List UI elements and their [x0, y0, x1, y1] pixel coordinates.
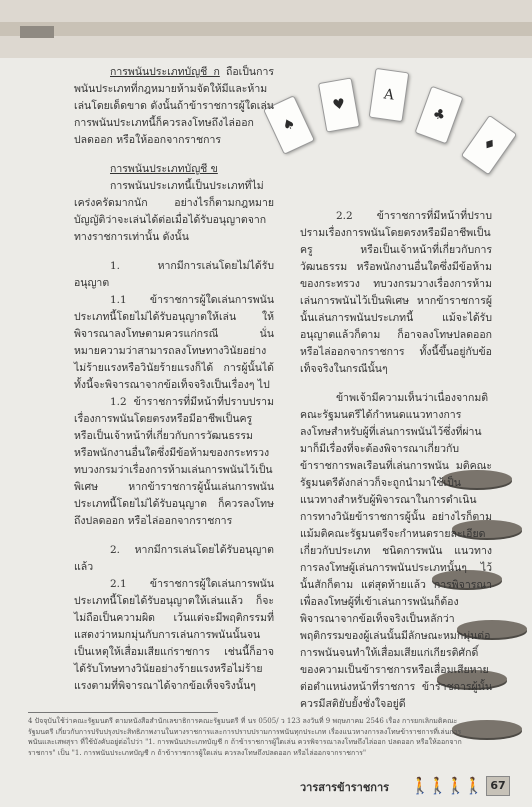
paragraph: 1.1 ข้าราชการผู้ใดเล่นการพนันประเภทนี้โดยไม่ได้รับอนุญาตให้เล่น ให้พิจารณาลงโทษตามควรแก่กรณี นั่นหมายความว่าสามารถลงโทษทางวินัยอย่างไม่ร้ายแรงหรือวินัยร้ายแรงก็ได้ การผู้นั้นได้ทั้งนี้จะพิจารณาจากข้อเท็จจริงเป็นเรื่องๆ ไป — [74, 294, 274, 391]
right-column — [300, 208, 492, 713]
paragraph: ถือเป็นการพนันประเภทที่กฎหมายห้ามจัดให้มีและห้ามเล่นโดยเด็ดขาด ดังนั้นถ้าข้าราชการผู้ใดเล่นการพนันประเภทนี้ก็ควรลงโทษถึงไล่ออก ปลดออก หรือให้ออกจากราชการ — [74, 66, 274, 146]
margin-tab — [20, 26, 54, 38]
subheading: 1. หากมีการเล่นโดยไม่ได้รับอนุญาต — [74, 260, 274, 289]
footnote: 4 ปัจจุบันใช้ว่าคณะรัฐมนตรี ตามหนังสือสำนักเลขาธิการคณะรัฐมนตรี ที่ นร 0505/ ว 123 ลงวันที่ 9 พฤษภาคม 2546 เรื่อง การยกเลิกมติคณะรัฐมนตรี เกี่ยวกับการปรับปรุงประสิทธิภาพงานในทางราชการและการปราบปรามการพนันทุกประเภท เรื่องแนวทางการลงโทษข้าราชการที่เล่นการพนันและเสพสุรา ที่ใช้บังคับอยู่ต่อไปว่า "1. การพนันประเภทบัญชี ก ถ้าข้าราชการผู้ใดเล่น ควรพิจารณาลงโทษถึงไล่ออก ปลดออก หรือให้ออกจากราชการ" เป็น "1. การพนันประเภทบัญชี ก ถ้าข้าราชการผู้ใดเล่น ควรลงโทษถึงปลดออก หรือไล่ออกจากราชการ" — [28, 717, 462, 757]
heading-list-a: การพนันประเภทบัญชี ก — [110, 66, 220, 78]
heading-list-b: การพนันประเภทบัญชี ข — [110, 163, 218, 175]
page-number: 67 — [486, 776, 510, 796]
card-3: A — [369, 68, 410, 122]
playing-cards-icon — [232, 60, 532, 210]
paragraph: 1.2 ข้าราชการที่มีหน้าที่ปราบปรามเรื่องการพนันโดยตรงหรือมีอาชีพเป็นครู หรือเป็นเจ้าหน้าที่เกี่ยวกับการวัฒนธรรม หรือพนักงานอื่นใดซึ่งมีข้อห้ามของกระทรวง ทบวงกรมว่าเรื่องการห้ามเล่นการพนันไว้เป็นพิเศษ หากข้าราชการผู้นั้นเล่นการพนันประเภทนี้โดยไม่ได้รับอนุญาต ก็ควรลงโทษถึงปลดออก หรือไล่ออกจากราชการ — [74, 396, 274, 527]
paragraph: การพนันประเภทนี้เป็นประเภทที่ไม่เคร่งครัดมากนัก อย่างไรก็ตามกฎหมายบัญญัติว่าจะเล่นได้ต่อเมื่อได้รับอนุญาตจากทางราชการเท่านั้น ดังนั้น — [74, 180, 274, 243]
footnote-rule — [28, 712, 218, 713]
paragraph: 2.2 ข้าราชการที่มีหน้าที่ปราบปรามเรื่องการพนันโดยตรงหรือมีอาชีพเป็นครู หรือเป็นเจ้าหน้าที่เกี่ยวกับการวัฒนธรรม หรือพนักงานอื่นใดซึ่งมีข้อห้ามของกระทรวง ทบวงกรมวางเรื่องการห้ามเล่นการพนันไว้เป็นพิเศษ หากข้าราชการผู้นั้นเล่นการพนันประเภทนี้ แม้จะได้รับอนุญาตแล้วก็ตาม ก็อาจลงโทษปลดออก หรือไล่ออกจากราชการ ทั้งนี้ขึ้นอยู่กับข้อเท็จจริงในกรณีนั้นๆ — [300, 210, 492, 375]
card-4: ♣ — [414, 86, 463, 145]
subheading: 2. หากมีการเล่นโดยได้รับอนุญาตแล้ว — [74, 544, 274, 573]
left-column — [74, 64, 274, 695]
card-2: ♥ — [318, 77, 360, 132]
card-5: ♦ — [461, 115, 518, 175]
header-strip — [0, 22, 532, 36]
paragraph: ข้าพเจ้ามีความเห็นว่าเนื่องจากมติคณะรัฐมนตรีได้กำหนดแนวทางการลงโทษสำหรับผู้ที่เล่นการพนันไว้ซึ่งที่ผ่านมาก็มีเรื่องที่จะต้องพิจารณาเกี่ยวกับข้าราชการพลเรือนที่เล่นการพนัน มติคณะรัฐมนตรีดังกล่าวก็จะถูกนำมาใช้เป็นแนวทางสำหรับผู้พิจารณาในการดำเนินการทางวินัยข้าราชการผู้นั้น อย่างไรก็ตามแม้มติคณะรัฐมนตรีจะกำหนดรายละเอียดเกี่ยวกับประเภท ชนิดการพนัน แนวทางการลงโทษผู้เล่นการพนันประเภทนั้นๆ ไว้นั้นสักก็ตาม แต่สุดท้ายแล้ว การพิจารณาเพื่อลงโทษผู้ที่เข้าเล่นการพนันก็ต้องพิจารณาจากข้อเท็จจริงเป็นหลักว่าพฤติกรรมของผู้เล่นนั้นมีลักษณะหมกมุ่นต่อการพนันจนทำให้เสื่อมเสียแก่เกียรติศักดิ์ของความเป็นข้าราชการหรือเสื่อมเสียหายต่อตำแหน่งหน้าที่ราชการ ข้าราชการผู้นั้นควรมีสติยับยั้งชั่งใจอยู่ดี — [300, 392, 492, 710]
journal-name: วารสารข้าราชการ — [300, 781, 390, 794]
people-silhouette-icon: 🚶🚶🚶🚶 — [410, 776, 482, 795]
paragraph: 2.1 ข้าราชการผู้ใดเล่นการพนันประเภทนี้โดยได้รับอนุญาตให้เล่นแล้ว ก็จะไม่ถือเป็นความผิด เว้นแต่จะมีพฤติกรรมที่แสดงว่าหมกมุ่นกับการเล่นการพนันนั้นจนเป็นเหตุให้เสื่อมเสียแก่ราชการ เช่นนี้ก็อาจได้รับโทษทางวินัยอย่างร้ายแรงหรือไม่ร้ายแรงตามที่พิจารณาได้จากข้อเท็จจริงนั้นๆ — [74, 578, 274, 692]
footer — [300, 776, 510, 796]
card-1: ♠ — [263, 95, 315, 155]
